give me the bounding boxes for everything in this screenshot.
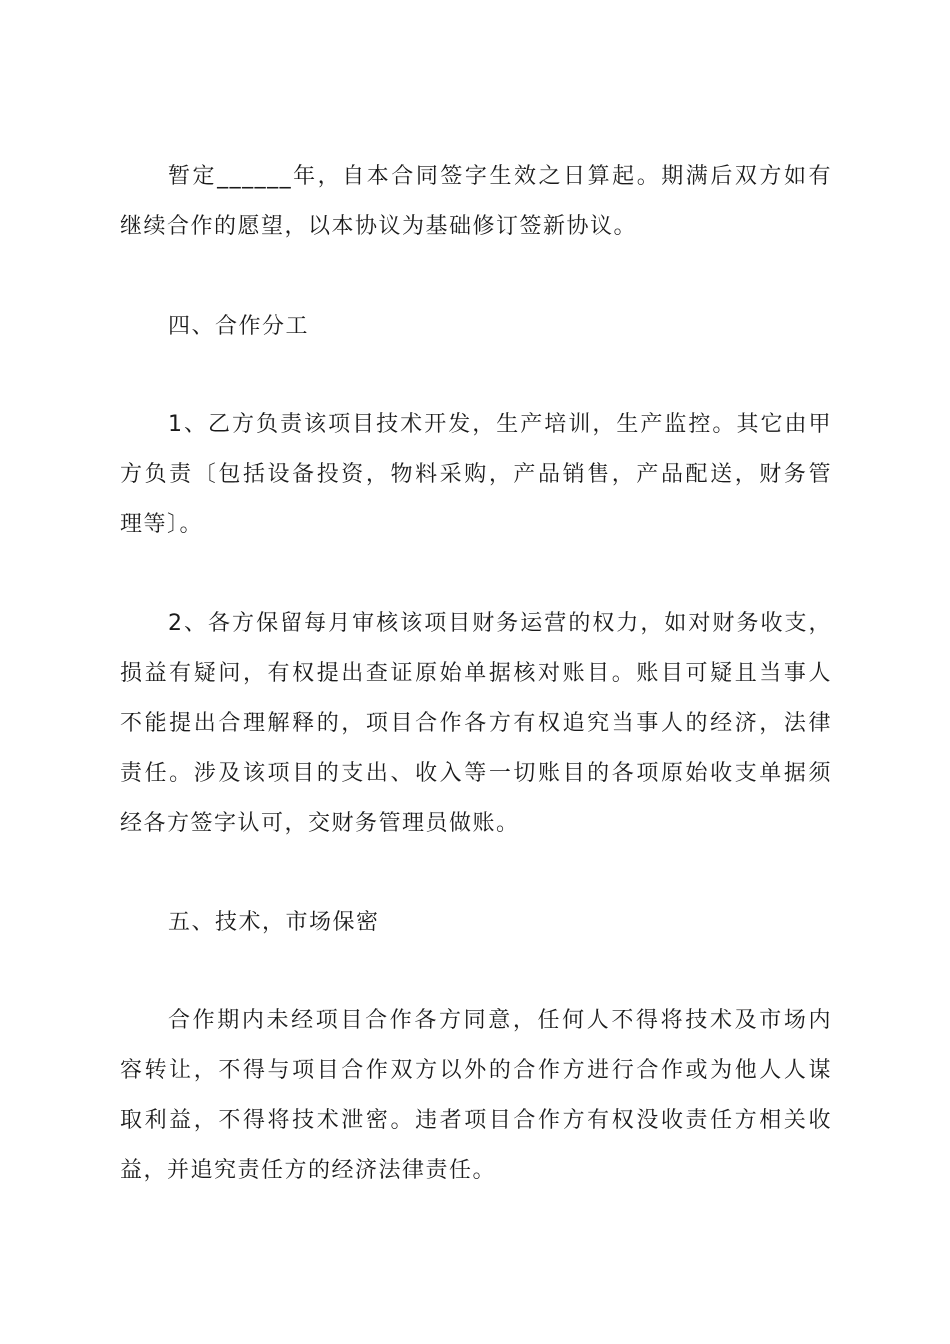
paragraph-line: 容转让，不得与项目合作双方以外的合作方进行合作或为他人人谋 <box>120 1058 832 1083</box>
section-heading: 四、合作分工 <box>168 314 310 339</box>
paragraph-line: 暂定______年，自本合同签字生效之日算起。期满后双方如有 <box>168 164 832 189</box>
section-heading-division-of-work <box>120 302 832 352</box>
paragraph-line: 损益有疑问，有权提出查证原始单据核对账目。账目可疑且当事人 <box>120 661 832 686</box>
paragraph-line: 经各方签字认可，交财务管理员做账。 <box>120 811 520 836</box>
paragraph-line: 1、乙方负责该项目技术开发，生产培训，生产监控。其它由甲 <box>168 412 832 437</box>
clause-1-paragraph <box>120 400 832 550</box>
paragraph-line: 责任。涉及该项目的支出、收入等一切账目的各项原始收支单据须 <box>120 761 832 786</box>
term-paragraph <box>120 152 832 252</box>
section-heading: 五、技术，市场保密 <box>168 910 380 935</box>
paragraph-line: 方负责〔包括设备投资，物料采购，产品销售，产品配送，财务管 <box>120 462 832 487</box>
paragraph-line: 理等〕。 <box>120 512 204 537</box>
paragraph-line: 益，并追究责任方的经济法律责任。 <box>120 1158 497 1183</box>
paragraph-line: 2、各方保留每月审核该项目财务运营的权力，如对财务收支， <box>168 611 832 636</box>
clause-2-paragraph <box>120 599 832 849</box>
section-heading-confidentiality <box>120 898 832 948</box>
confidentiality-paragraph <box>120 996 832 1196</box>
paragraph-line: 合作期内未经项目合作各方同意，任何人不得将技术及市场内 <box>168 1008 832 1033</box>
paragraph-line: 取利益，不得将技术泄密。违者项目合作方有权没收责任方相关收 <box>120 1108 832 1133</box>
paragraph-line: 继续合作的愿望，以本协议为基础修订签新协议。 <box>120 214 638 239</box>
paragraph-line: 不能提出合理解释的，项目合作各方有权追究当事人的经济，法律 <box>120 711 832 736</box>
